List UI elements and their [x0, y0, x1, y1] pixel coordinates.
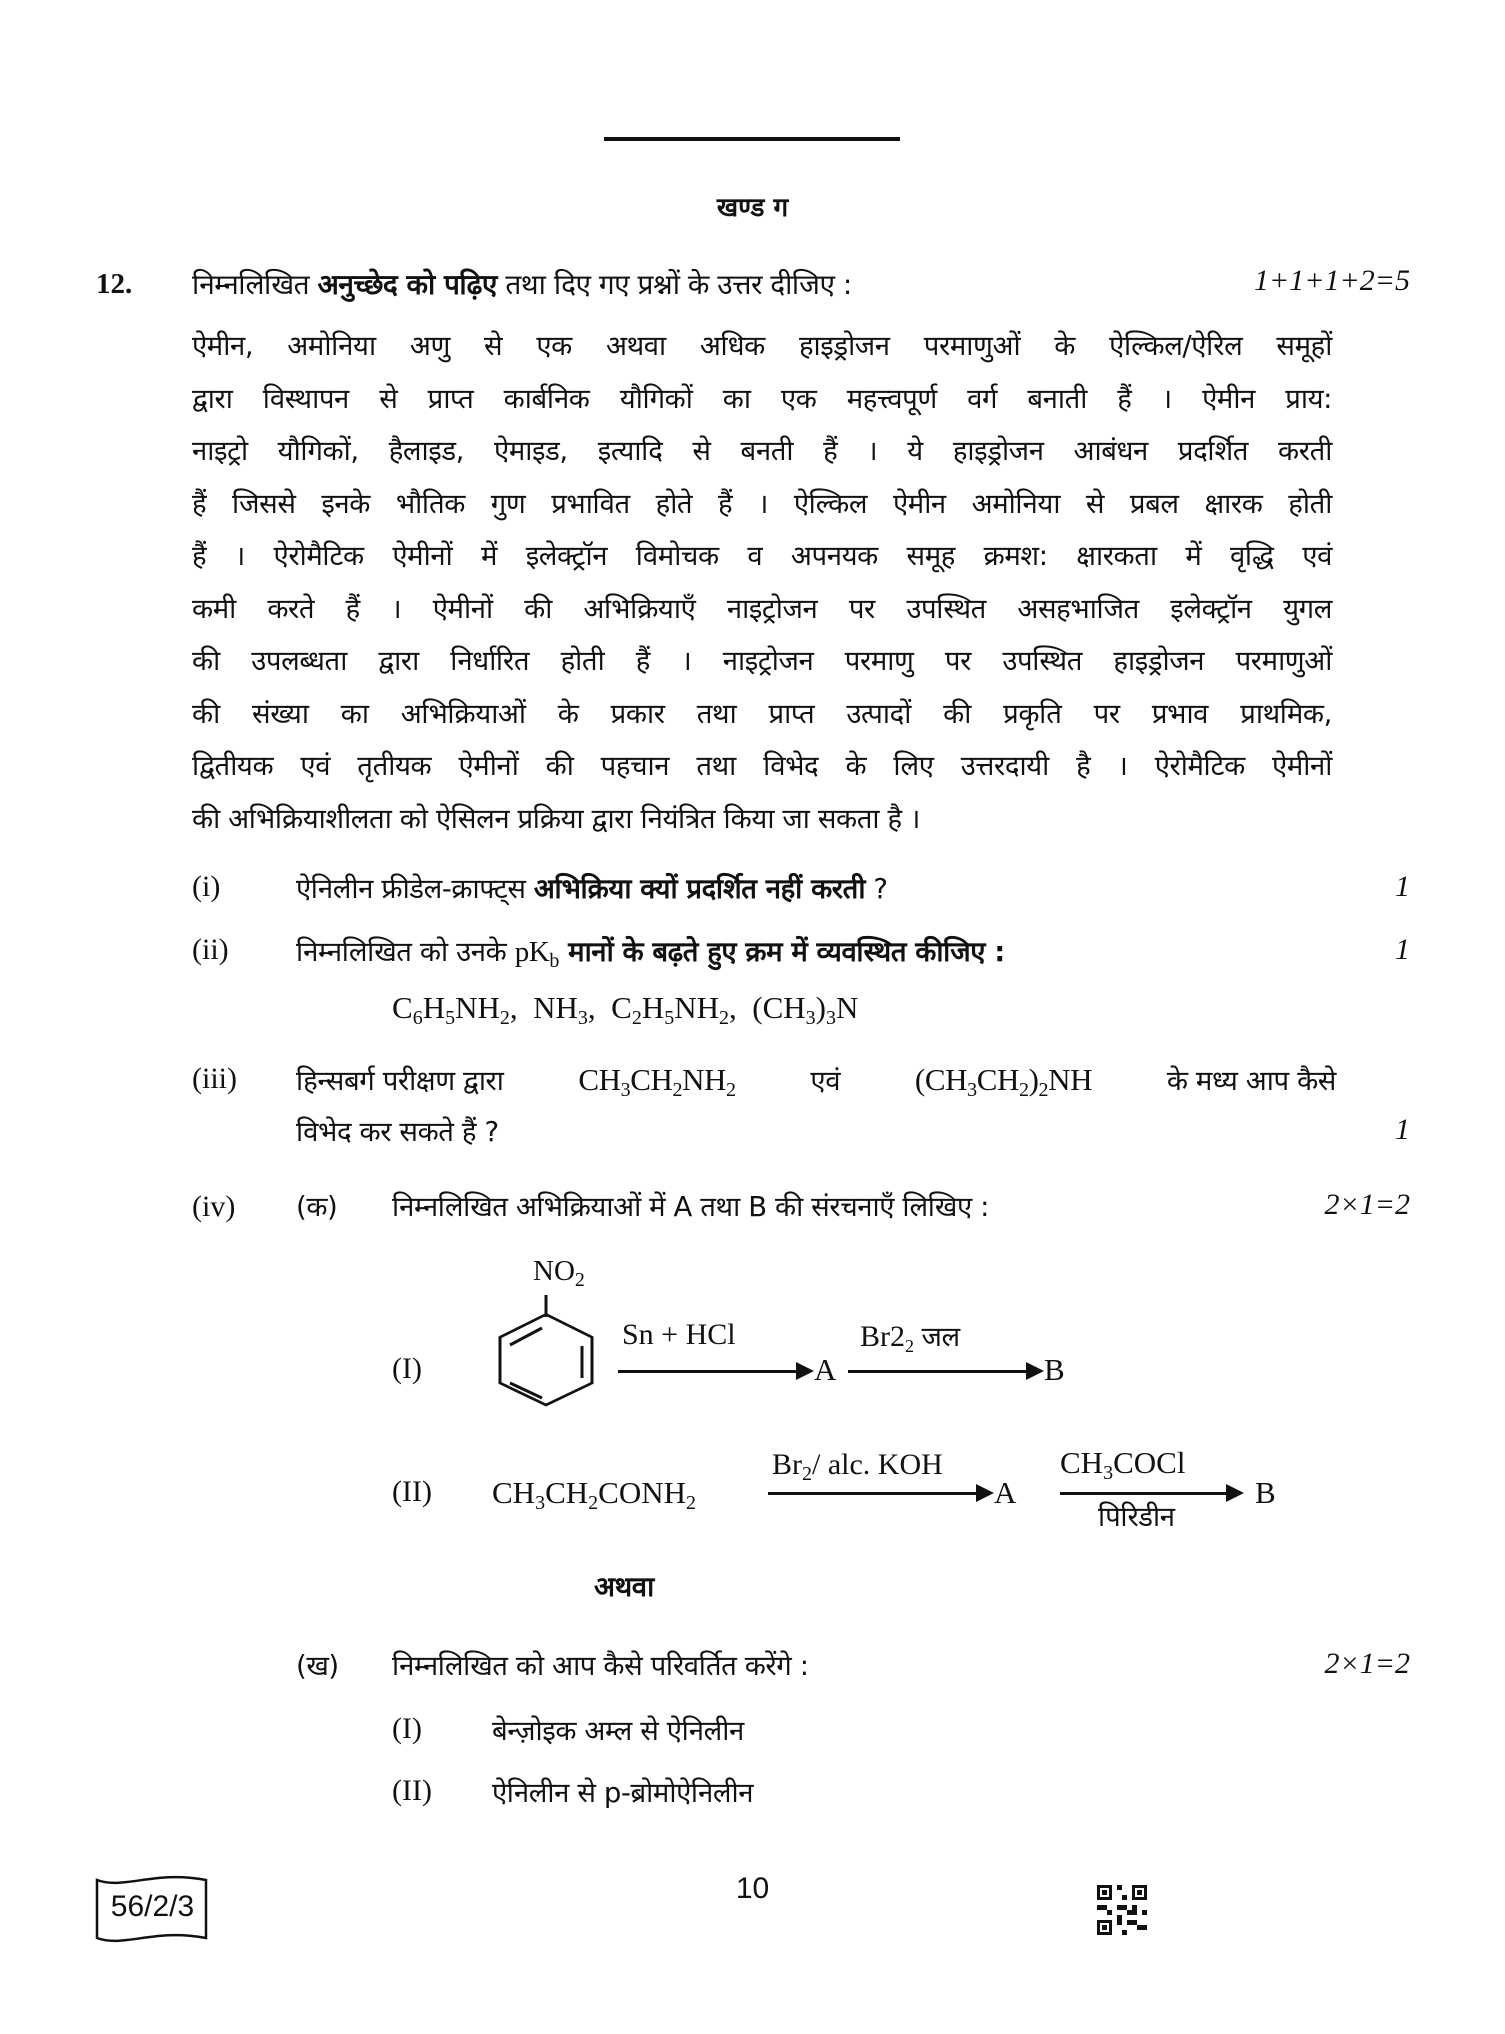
passage-line: हैं । ऐरोमैटिक ऐमीनों में इलेक्ट्रॉन विमोचक व अपनयक समूह क्रमश: क्षारकता में वृद्धि एवं: [192, 540, 1332, 572]
reaction-arrow: [848, 1370, 1028, 1373]
nitro-group-label: $NO_2$: [533, 1255, 585, 1291]
passage-line: द्वारा विस्थापन से प्राप्त कार्बनिक यौगिकों का एक महत्त्वपूर्ण वर्ग बनाती हैं । ऐमीन प्राय:: [192, 382, 1332, 415]
reaction-arrow: [618, 1370, 798, 1373]
passage-line: कमी करते हैं । ऐमीनों की अभिक्रियाएँ नाइट्रोजन पर उपस्थित असहभाजित इलेक्ट्रॉन युगल: [192, 592, 1332, 625]
arrow-head-icon: [976, 1484, 994, 1502]
part-a-marks: 2×1=2: [1324, 1188, 1410, 1221]
subquestion-i-text: [296, 870, 888, 907]
reagent-bromine-water: $Br2_2$ जल: [860, 1320, 960, 1356]
arrow-head-icon: [1226, 1484, 1244, 1502]
compound-diethylamine: $(CH_3CH_2)_2NH$: [914, 1062, 1093, 1101]
product-A-II: A: [994, 1475, 1017, 1510]
part-b-label: (ख): [296, 1650, 339, 1682]
instruction-text-end: तथा दिए गए प्रश्नों के उत्तर दीजिए :: [496, 268, 852, 301]
conversion-I-label: (I): [392, 1712, 422, 1745]
reagent-acetyl-chloride: $CH_3COCl$: [1060, 1445, 1186, 1484]
or-separator: अथवा: [594, 1571, 654, 1603]
part-b-marks: 2×1=2: [1324, 1647, 1410, 1680]
subq-i-text-pre: ऐनिलीन फ्रीडेल-क्राफ्ट्स: [296, 873, 534, 905]
passage-line: की उपलब्धता द्वारा निर्धारित होती हैं । नाइट्रोजन परमाणु पर उपस्थित हाइड्रोजन परमाणुओं: [192, 645, 1332, 677]
part-b-text: निम्नलिखित को आप कैसे परिवर्तित करेंगे :: [392, 1650, 809, 1682]
subq-ii-text-bold: मानों के बढ़ते हुए क्रम में व्यवस्थित कीजिए :: [558, 936, 1005, 968]
product-B-II: B: [1255, 1475, 1276, 1510]
subq-iii-text-b: एवं: [810, 1065, 841, 1097]
reaction-I-label: (I): [392, 1352, 422, 1385]
question-instruction: [192, 265, 852, 303]
passage-line: द्वितीयक एवं तृतीयक ऐमीनों की पहचान तथा विभेद के लिए उत्तरदायी है । ऐरोमैटिक ऐमीनों: [192, 750, 1332, 782]
section-title: खण्ड ग: [716, 193, 789, 223]
question-marks: 1+1+1+2=5: [1254, 264, 1410, 297]
top-divider: [604, 137, 900, 141]
subquestion-iii-marks: 1: [1395, 1113, 1410, 1146]
subquestion-iii-line2: विभेद कर सकते हैं ?: [296, 1116, 499, 1148]
subq-iii-text-c: के मध्य आप कैसे: [1166, 1065, 1336, 1097]
reaction-arrow: [768, 1492, 978, 1495]
page-number: 10: [735, 1872, 770, 1905]
propanamide-formula: $CH_3CH_2CONH_2$: [492, 1475, 696, 1514]
subquestion-iii-line1: [296, 1062, 1336, 1102]
question-number: 12.: [96, 268, 133, 300]
reagent-pyridine: पिरिडीन: [1098, 1501, 1175, 1533]
subq-i-text-post: ?: [865, 873, 888, 905]
passage-line: की संख्या का अभिक्रियाओं के प्रकार तथा प्राप्त उत्पादों की प्रकृति पर प्रभाव प्राथमिक,: [192, 697, 1332, 730]
instruction-bold-text: अनुच्छेद को पढ़िए: [317, 268, 497, 301]
product-A: A: [814, 1352, 837, 1387]
reaction-arrow: [1060, 1492, 1230, 1495]
subquestion-i-marks: 1: [1395, 870, 1410, 903]
subq-i-text-bold: अभिक्रिया क्यों प्रदर्शित नहीं करती: [533, 873, 866, 905]
arrow-head-icon: [1026, 1362, 1044, 1380]
part-a-label: (क): [296, 1191, 338, 1223]
conversion-II-text: ऐनिलीन से p-ब्रोमोऐनिलीन: [492, 1777, 754, 1809]
pkb-symbol: [514, 936, 559, 972]
subquestion-ii-label: (ii): [192, 933, 229, 966]
reagent-hofmann: $Br_2/$ alc. KOH: [772, 1448, 943, 1485]
reaction-II-label: (II): [392, 1475, 432, 1508]
passage-line: नाइट्रो यौगिकों, हैलाइड, ऐमाइड, इत्यादि से बनती हैं । ये हाइड्रोजन आबंधन प्रदर्शित करती: [192, 435, 1332, 467]
compound-list: $C_6H_5NH_2$, $NH_3$, $C_2H_5NH_2$, $(CH_3)_3N$: [392, 990, 859, 1029]
product-B: B: [1044, 1352, 1065, 1387]
pkb-text: pK: [514, 936, 550, 968]
part-a-text: निम्नलिखित अभिक्रियाओं में A तथा B की संरचनाएँ लिखिए :: [392, 1191, 990, 1223]
conversion-II-label: (II): [392, 1774, 432, 1807]
benzene-ring-icon: [490, 1295, 600, 1410]
subq-iii-text-a: हिन्सबर्ग परीक्षण द्वारा: [296, 1065, 504, 1097]
water-word: जल: [921, 1321, 960, 1353]
passage-line: ऐमीन, अमोनिया अणु से एक अथवा अधिक हाइड्रोजन परमाणुओं के ऐल्किल/ऐरिल समूहों: [192, 330, 1332, 362]
subquestion-ii-text: [296, 933, 1005, 973]
arrow-head-icon: [796, 1362, 814, 1380]
paper-code: 56/2/3: [110, 1890, 195, 1923]
subq-ii-text-pre: निम्नलिखित को उनके: [296, 936, 515, 968]
passage-line: की अभिक्रियाशीलता को ऐसिलन प्रक्रिया द्वारा नियंत्रित किया जा सकता है ।: [192, 802, 921, 835]
bromine-formula: Br2: [860, 1320, 905, 1353]
reagent-sn-hcl: Sn + HCl: [622, 1318, 736, 1351]
subquestion-iv-label: (iv): [192, 1190, 236, 1223]
conversion-I-text: बेन्ज़ोइक अम्ल से ऐनिलीन: [492, 1715, 744, 1747]
instruction-text: निम्नलिखित: [192, 268, 318, 301]
compound-ethylamine: $CH_3CH_2NH_2$: [578, 1062, 736, 1101]
pkb-subscript: b: [549, 950, 559, 972]
subquestion-i-label: (i): [192, 870, 221, 903]
passage: [192, 320, 1332, 845]
qr-code-icon: [1097, 1885, 1147, 1935]
passage-line: हैं जिससे इनके भौतिक गुण प्रभावित होते हैं । ऐल्किल ऐमीन अमोनिया से प्रबल क्षारक होती: [192, 487, 1332, 520]
subquestion-ii-marks: 1: [1395, 933, 1410, 966]
subquestion-iii-label: (iii): [192, 1062, 237, 1095]
